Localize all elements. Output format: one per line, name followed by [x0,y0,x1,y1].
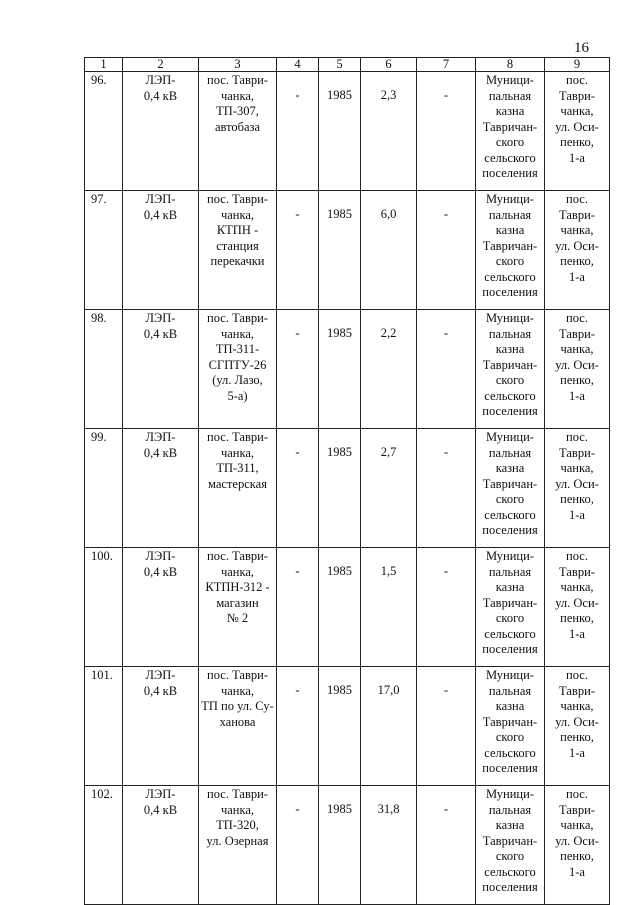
owner-cell: Муници- пальная казна Тавричан- ского сельского поселения [476,667,545,786]
column-header: 2 [123,58,199,72]
length-cell: 31,8 [361,786,417,905]
column-header: 5 [319,58,361,72]
column-7-cell: - [417,191,476,310]
owner-cell: Муници- пальная казна Тавричан- ского сельского поселения [476,786,545,905]
column-4-cell: - [277,786,319,905]
column-header: 8 [476,58,545,72]
table-row [85,786,610,905]
address-cell: пос. Таври- чанка, ул. Оси- пенко, 1-а [545,72,610,191]
table-row [85,429,610,548]
page-number: 16 [574,40,589,56]
year-cell: 1985 [319,191,361,310]
year-cell: 1985 [319,310,361,429]
column-4-cell: - [277,72,319,191]
owner-cell: Муници- пальная казна Тавричан- ского сельского поселения [476,310,545,429]
row-number-cell: 99. [85,429,123,548]
address-cell: пос. Таври- чанка, ул. Оси- пенко, 1-а [545,667,610,786]
table-header-row [85,58,610,72]
owner-cell: Муници- пальная казна Тавричан- ского сельского поселения [476,72,545,191]
year-cell: 1985 [319,72,361,191]
table-row [85,667,610,786]
address-cell: пос. Таври- чанка, ул. Оси- пенко, 1-а [545,548,610,667]
location-cell: пос. Таври- чанка, ТП-311- СГПТУ-26 (ул. Лазо, 5-а) [199,310,277,429]
column-4-cell: - [277,667,319,786]
address-cell: пос. Таври- чанка, ул. Оси- пенко, 1-а [545,191,610,310]
column-4-cell: - [277,191,319,310]
column-7-cell: - [417,429,476,548]
line-type-cell: ЛЭП- 0,4 кВ [123,548,199,667]
owner-cell: Муници- пальная казна Тавричан- ского сельского поселения [476,191,545,310]
location-cell: пос. Таври- чанка, ТП-307, автобаза [199,72,277,191]
column-7-cell: - [417,786,476,905]
location-cell: пос. Таври- чанка, ТП-320, ул. Озерная [199,786,277,905]
column-header: 6 [361,58,417,72]
location-cell: пос. Таври- чанка, ТП-311, мастерская [199,429,277,548]
length-cell: 6,0 [361,191,417,310]
location-cell: пос. Таври- чанка, КТПН-312 - магазин № 2 [199,548,277,667]
row-number-cell: 100. [85,548,123,667]
column-7-cell: - [417,667,476,786]
length-cell: 17,0 [361,667,417,786]
length-cell: 2,7 [361,429,417,548]
column-header: 9 [545,58,610,72]
property-table [84,57,610,905]
line-type-cell: ЛЭП- 0,4 кВ [123,786,199,905]
line-type-cell: ЛЭП- 0,4 кВ [123,310,199,429]
location-cell: пос. Таври- чанка, ТП по ул. Су- ханова [199,667,277,786]
location-cell: пос. Таври- чанка, КТПН - станция перекачки [199,191,277,310]
row-number-cell: 98. [85,310,123,429]
line-type-cell: ЛЭП- 0,4 кВ [123,667,199,786]
length-cell: 1,5 [361,548,417,667]
table-row [85,548,610,667]
column-4-cell: - [277,548,319,667]
column-7-cell: - [417,310,476,429]
row-number-cell: 97. [85,191,123,310]
year-cell: 1985 [319,786,361,905]
table-row [85,310,610,429]
column-7-cell: - [417,548,476,667]
line-type-cell: ЛЭП- 0,4 кВ [123,191,199,310]
owner-cell: Муници- пальная казна Тавричан- ского сельского поселения [476,429,545,548]
year-cell: 1985 [319,667,361,786]
row-number-cell: 96. [85,72,123,191]
column-4-cell: - [277,429,319,548]
address-cell: пос. Таври- чанка, ул. Оси- пенко, 1-а [545,429,610,548]
year-cell: 1985 [319,548,361,667]
line-type-cell: ЛЭП- 0,4 кВ [123,72,199,191]
column-header: 4 [277,58,319,72]
column-header: 1 [85,58,123,72]
table-row [85,191,610,310]
table-row [85,72,610,191]
address-cell: пос. Таври- чанка, ул. Оси- пенко, 1-а [545,786,610,905]
line-type-cell: ЛЭП- 0,4 кВ [123,429,199,548]
owner-cell: Муници- пальная казна Тавричан- ского сельского поселения [476,548,545,667]
row-number-cell: 102. [85,786,123,905]
column-7-cell: - [417,72,476,191]
column-header: 7 [417,58,476,72]
column-4-cell: - [277,310,319,429]
length-cell: 2,3 [361,72,417,191]
row-number-cell: 101. [85,667,123,786]
address-cell: пос. Таври- чанка, ул. Оси- пенко, 1-а [545,310,610,429]
length-cell: 2,2 [361,310,417,429]
year-cell: 1985 [319,429,361,548]
column-header: 3 [199,58,277,72]
